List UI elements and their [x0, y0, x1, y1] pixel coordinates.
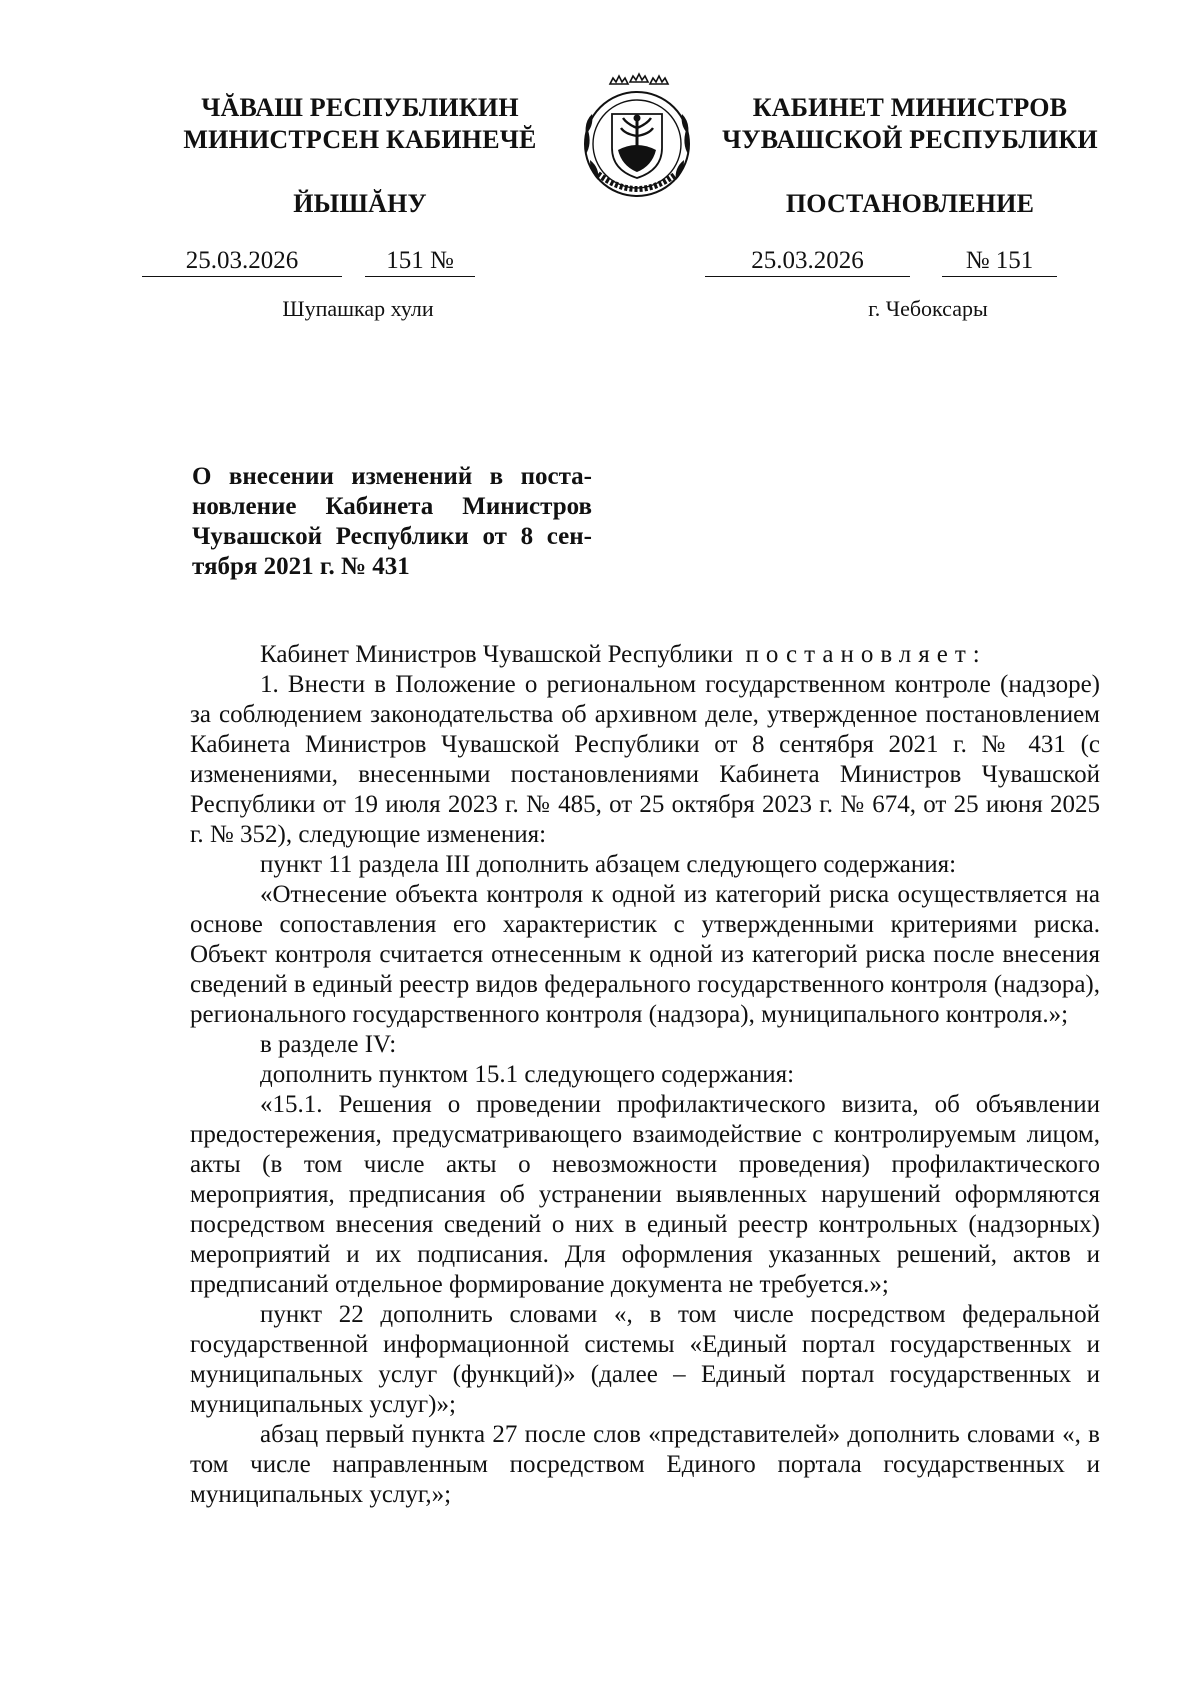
header-left-number: 151 № — [365, 246, 475, 277]
body-paragraph: «15.1. Решения о проведении профилактического визита, об объявлении предостережения, предусматривающего взаимодействие с контролируемым лицом, акты (в том числе акты о невозможности проведения) профилактического мероприятия, предписания об устранении выявленных нарушений оформляются посредством внесения сведений о них в единый реестр контрольных (надзорных) мероприятий и их подписания. Для оформления указанных решений, актов и предписаний отдельное формирование документа не требуется.»; — [190, 1091, 1100, 1298]
decree-sentence — [190, 640, 1100, 670]
body-paragraph: абзац первый пункта 27 после слов «представителей» дополнить словами «, в том числе направленным посредством Единого портала государственных и муниципальных услуг,»; — [190, 1421, 1100, 1508]
title-line: новление Кабинета Министров — [192, 493, 592, 520]
decree-word: постановляет: — [745, 641, 987, 668]
header-right-number: № 151 — [942, 246, 1057, 277]
chuvash-republic-emblem-icon — [568, 70, 706, 202]
header-right-line2: ЧУВАШСКОЙ РЕСПУБЛИКИ — [722, 125, 1098, 154]
header-left-doc-type: ЙЫШĂНУ — [293, 189, 427, 218]
body-paragraph: 1. Внести в Положение о региональном государственном контроле (надзоре) за соблюдением законодательства об архивном деле, утвержденное постановлением Кабинета Министров Чувашской Республики от 8 сентября 2021 г. № 431 (с изменениями, внесенными постановлениями Кабинета Министров Чувашской Республики от 19 июля 2023 г. № 485, от 25 октября 2023 г. № 674, от 25 июня 2025 г. № 352), следующие изменения: — [190, 671, 1100, 848]
body-paragraph: дополнить пунктом 15.1 следующего содержания: — [260, 1061, 795, 1088]
title-line: Чувашской Республики от 8 сен- — [192, 523, 592, 550]
header-left-line2: МИНИСТРСЕН КАБИНЕЧĔ — [183, 125, 537, 154]
body-paragraph: пункт 22 дополнить словами «, в том числе посредством федеральной государственной информационной системы «Единый портал государственных и муниципальных услуг (функций)» (далее – Единый портал государственных и муниципальных услуг)»; — [190, 1301, 1100, 1418]
title-line: О внесении изменений в поста- — [192, 463, 592, 490]
body-paragraph: в разделе IV: — [260, 1031, 397, 1058]
body-paragraph: «Отнесение объекта контроля к одной из категорий риска осуществляется на основе сопоставления его характеристик с утвержденными критериями риска. Объект контроля считается отнесенным к одной из категорий риска после внесения сведений в единый реестр видов федерального государственного контроля (надзора), регионального государственного контроля (надзора), муниципального контроля.»; — [190, 881, 1100, 1028]
header-left — [150, 92, 570, 220]
document-title — [192, 462, 592, 582]
header-left-date: 25.03.2026 — [142, 246, 342, 277]
header-right-line1: КАБИНЕТ МИНИСТРОВ — [752, 93, 1068, 122]
body-paragraph: пункт 11 раздела III дополнить абзацем следующего содержания: — [260, 851, 957, 878]
header-right-doc-type: ПОСТАНОВЛЕНИЕ — [785, 189, 1035, 218]
header-right — [700, 92, 1120, 220]
header-right-place: г. Чебоксары — [868, 296, 988, 321]
decree-prefix: Кабинет Министров Чувашской Республики — [260, 641, 734, 668]
document-body — [190, 640, 1100, 1510]
header-left-line1: ЧĂВАШ РЕСПУБЛИКИН — [201, 93, 519, 122]
header-right-date: 25.03.2026 — [705, 246, 910, 277]
header-left-place: Шупашкар хули — [282, 296, 434, 321]
title-line: тября 2021 г. № 431 — [192, 553, 410, 580]
